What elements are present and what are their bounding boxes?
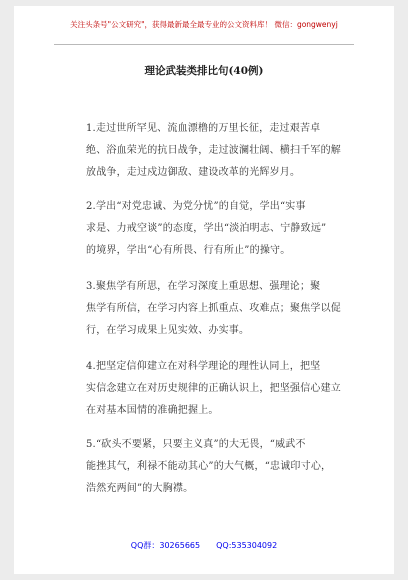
- footer: [14, 540, 394, 551]
- paragraph-3: [86, 276, 356, 342]
- document-page: [14, 6, 394, 574]
- paragraph-1: [86, 118, 356, 184]
- paragraph-line: 3.聚焦学有所思，在学习深度上重思想、强理论；聚: [86, 281, 321, 292]
- paragraph-line: 在对基本国情的准确把握上。: [86, 405, 219, 416]
- footer-qq-group: QQ群：30265665: [130, 541, 201, 550]
- paragraph-line: 求是、力戒空谈”的态度，学出“淡泊明志、宁静致远”: [86, 223, 327, 234]
- paragraph-line: 4.把坚定信仰建立在对科学理论的理性认同上，把坚: [86, 361, 321, 372]
- document-title: 理论武装类排比句(40例): [144, 65, 264, 77]
- header-divider: [54, 44, 354, 45]
- paragraph-line: 放战争，走过戍边御敌、建设改革的光辉岁月。: [86, 167, 301, 178]
- paragraph-line: 浩然充两间”的大胸襟。: [86, 483, 194, 494]
- paragraph-line: 能挫其气，利禄不能动其心”的大气概，“忠诚印寸心，: [86, 461, 332, 472]
- paragraph-5: [86, 434, 356, 500]
- header-note: 关注头条号"公文研究"，获得最新最全最专业的公文资料库！ 微信：gongwenyj: [70, 20, 338, 29]
- paragraph-line: 1.走过世所罕见、流血漂橹的万里长征，走过艰苦卓: [86, 123, 321, 134]
- paragraph-line: 绝、浴血荣光的抗日战争，走过波澜壮阔、横扫千军的解: [86, 145, 341, 156]
- paragraph-line: 实信念建立在对历史规律的正确认识上，把坚强信心建立: [86, 383, 341, 394]
- footer-qq: QQ:535304092: [216, 541, 278, 550]
- paragraph-line: 2.学出“对党忠诚、为党分忧”的自觉，学出“实事: [86, 201, 306, 212]
- paragraph-line: 5.“砍头不要紧，只要主义真”的大无畏，“威武不: [86, 439, 306, 450]
- paragraph-line: 焦学有所信，在学习内容上抓重点、攻难点；聚焦学以促: [86, 303, 341, 314]
- paragraph-2: [86, 196, 356, 262]
- paragraph-line: 行，在学习成果上见实效、办实事。: [86, 325, 250, 336]
- paragraph-4: [86, 356, 356, 422]
- paragraph-line: 的境界，学出“心有所畏、行有所止”的操守。: [86, 245, 291, 256]
